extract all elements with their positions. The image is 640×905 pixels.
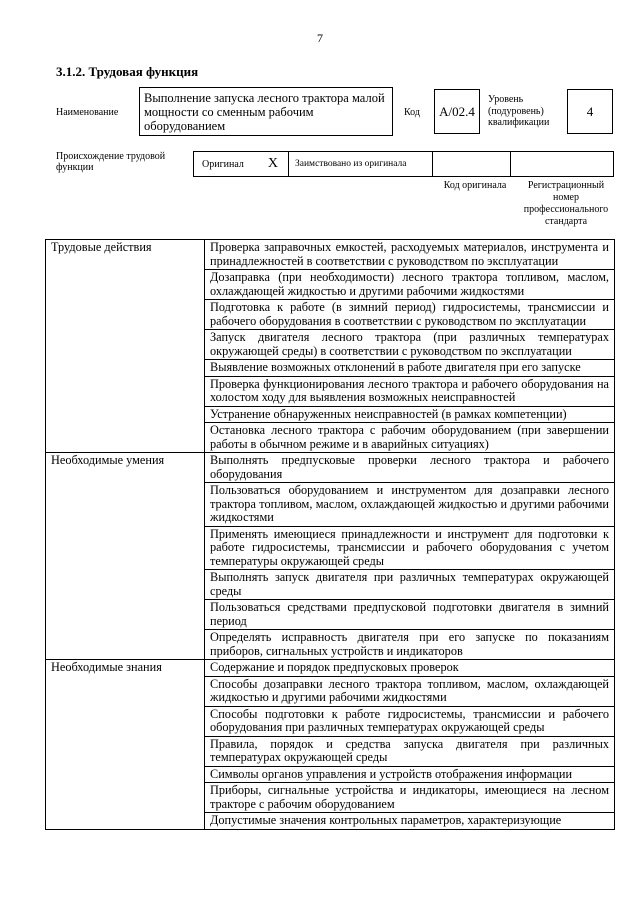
level-label-line: Уровень — [488, 94, 524, 105]
section-title: 3.1.2. Трудовая функция — [56, 64, 199, 79]
category-cell: Необходимые умения — [46, 453, 205, 660]
item-cell: Символы органов управления и устройств отображения информации — [205, 766, 615, 783]
item-cell: Способы дозаправки лесного трактора топливом, маслом, охлаждающей жидкостью и другими рабочими жидкостями — [205, 676, 615, 706]
item-cell: Приборы, сигнальные устройства и индикаторы, имеющиеся на лесном тракторе с рабочим оборудованием — [205, 783, 615, 813]
function-name-box: Выполнение запуска лесного трактора малой мощности со сменным рабочим оборудованием — [139, 87, 393, 136]
origin-code-caption: Код оригинала — [443, 180, 507, 191]
item-cell: Выполнять запуск двигателя при различных температурах окружающей среды — [205, 570, 615, 600]
origin-label: Происхождение трудовой функции — [56, 151, 166, 173]
registration-number-caption: Регистрационный номер профессионального стандарта — [523, 180, 609, 227]
item-cell: Применять имеющиеся принадлежности и инструмент для подготовки к работе гидросистемы, трансмиссии и рабочего оборудования с учетом температуры окружающей среды — [205, 526, 615, 570]
item-cell: Остановка лесного трактора с рабочим оборудованием (при завершении работы в обычном режиме и в аварийных ситуациях) — [205, 423, 615, 453]
function-details-table — [45, 239, 615, 830]
item-cell: Пользоваться средствами предпусковой подготовки двигателя в зимний период — [205, 600, 615, 630]
item-cell: Подготовка к работе (в зимний период) гидросистемы, трансмиссии и рабочего оборудования в соответствии с руководством по эксплуатации — [205, 300, 615, 330]
origin-original-cell — [194, 152, 289, 176]
item-cell: Определять исправность двигателя при его запуске по показаниям приборов, сигнальных устройств и индикаторов — [205, 630, 615, 660]
category-cell: Трудовые действия — [46, 240, 205, 453]
item-cell: Устранение обнаруженных неисправностей (в рамках компетенции) — [205, 406, 615, 423]
origin-borrowed-cell: Заимствовано из оригинала — [289, 152, 433, 176]
item-cell: Допустимые значения контрольных параметров, характеризующие — [205, 813, 615, 830]
item-cell: Проверка функционирования лесного трактора и рабочего оборудования на холостом ходу для выявления возможных неисправностей — [205, 376, 615, 406]
item-cell: Выполнять предпусковые проверки лесного трактора и рабочего оборудования — [205, 453, 615, 483]
item-cell: Проверка заправочных емкостей, расходуемых материалов, инструмента и принадлежностей в соответствии с руководством по эксплуатации — [205, 240, 615, 270]
table-row — [46, 240, 615, 270]
item-cell: Выявление возможных отклонений в работе двигателя при его запуске — [205, 360, 615, 377]
level-label — [488, 94, 549, 129]
item-cell: Пользоваться оборудованием и инструментом для дозаправки лесного трактора топливом, маслом, охлаждающей жидкостью и другими рабочими жидкостями — [205, 483, 615, 527]
table-row — [46, 660, 615, 677]
name-label: Наименование — [56, 107, 119, 118]
category-cell: Необходимые знания — [46, 660, 205, 830]
level-label-line: квалификации — [488, 117, 550, 128]
code-label: Код — [404, 107, 420, 118]
item-cell: Содержание и порядок предпусковых проверок — [205, 660, 615, 677]
original-mark: X — [267, 156, 278, 171]
item-cell: Правила, порядок и средства запуска двигателя при различных температурах окружающей среды — [205, 736, 615, 766]
item-cell: Запуск двигателя лесного трактора (при различных температурах окружающей среды) в соответствии с руководством по эксплуатации — [205, 330, 615, 360]
origin-table — [193, 151, 614, 177]
original-label: Оригинал — [202, 158, 244, 170]
level-label-line: (подуровень) — [488, 105, 544, 117]
page-number: 7 — [317, 31, 323, 45]
function-code-box: A/02.4 — [434, 89, 480, 134]
item-cell: Дозаправка (при необходимости) лесного трактора топливом, маслом, охлаждающей жидкостью и другими рабочими жидкостями — [205, 270, 615, 300]
qualification-level-box: 4 — [567, 89, 613, 134]
item-cell: Способы подготовки к работе гидросистемы, трансмиссии и рабочего оборудования при различных температурах окружающей среды — [205, 706, 615, 736]
table-row — [46, 453, 615, 483]
origin-code-cell — [433, 152, 511, 176]
origin-reg-cell — [511, 152, 613, 176]
